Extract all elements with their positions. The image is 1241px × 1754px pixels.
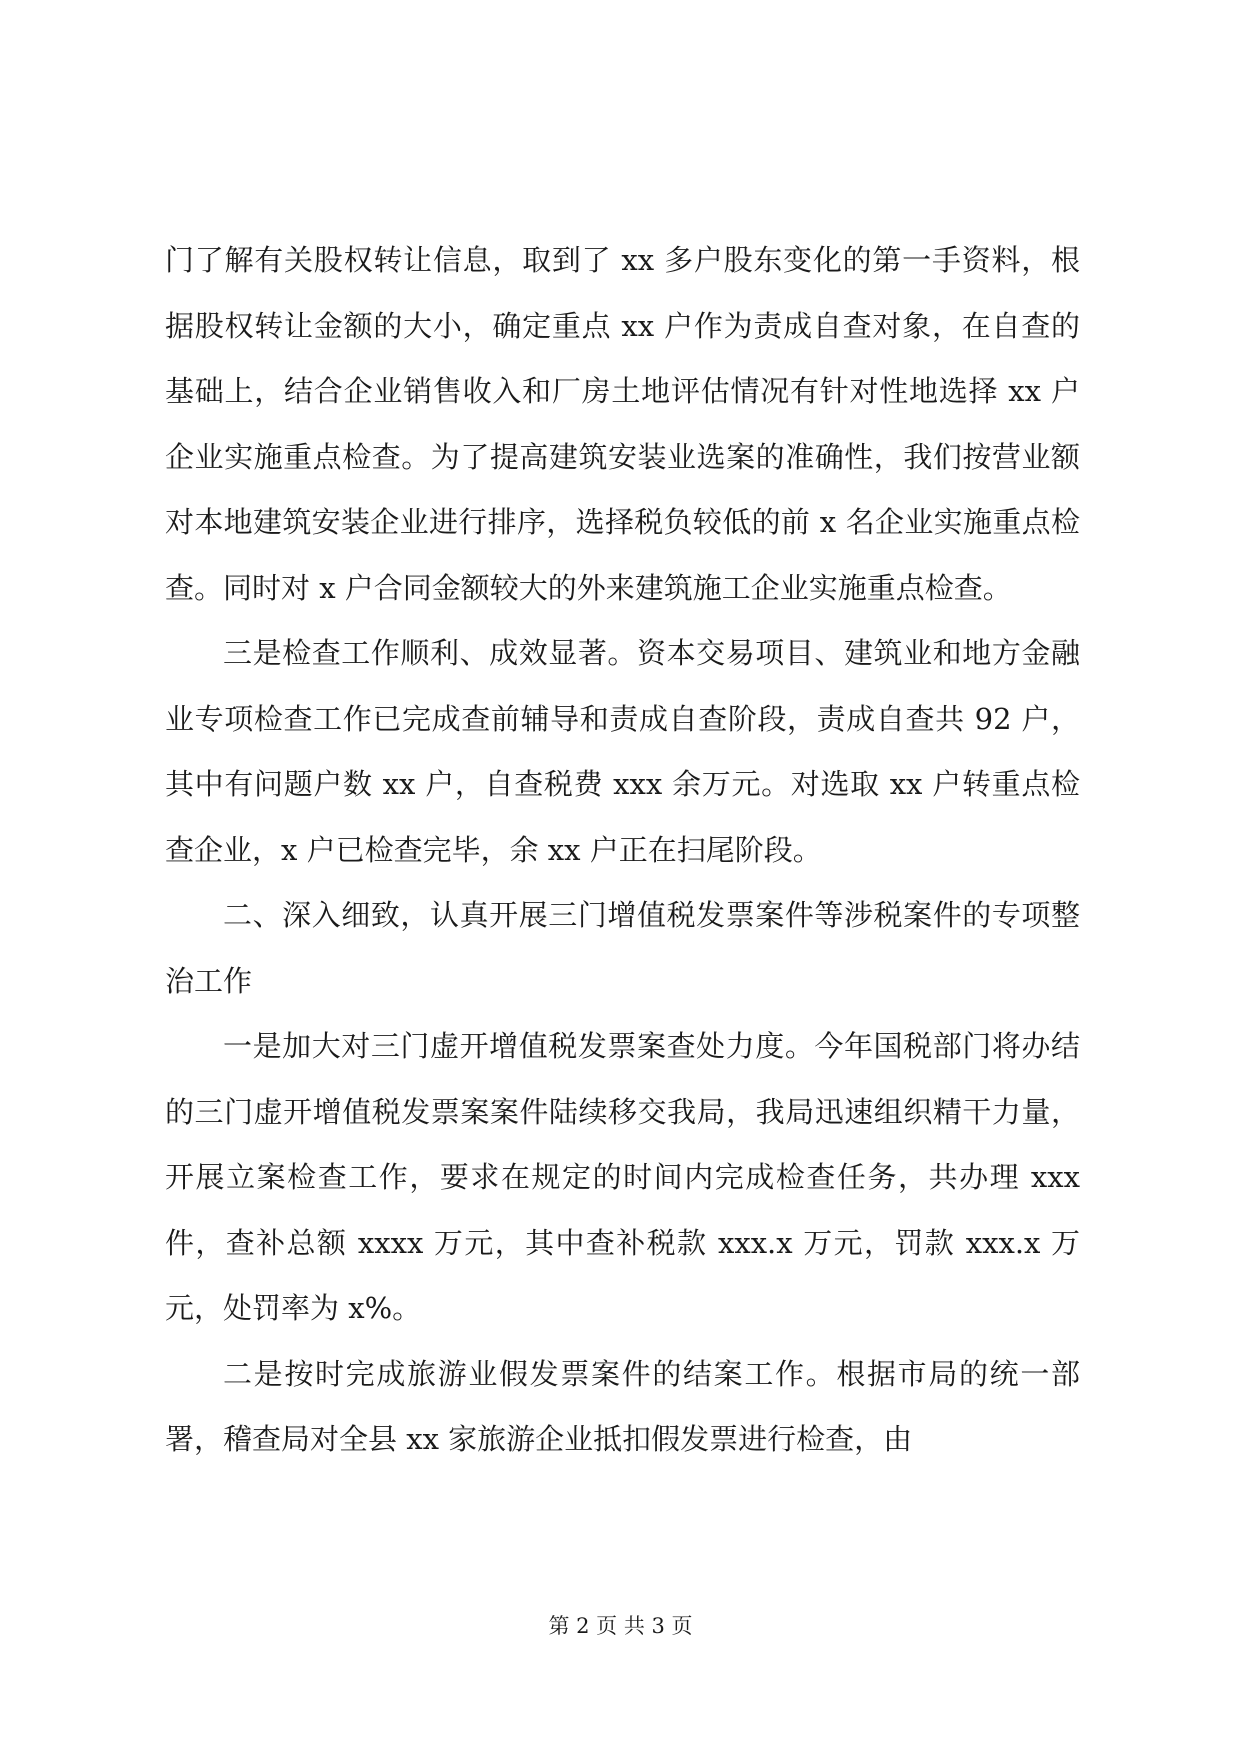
paragraph-continuation: 门了解有关股权转让信息，取到了 xx 多户股东变化的第一手资料，根据股权转让金额的大小，确定重点 xx 户作为责成自查对象，在自查的基础上，结合企业销售收入和厂房土地评估情况有针对性地选择 xx 户企业实施重点检查。为了提高建筑安装业选案的准确性，我们按营业额对本地建筑安装企业进行排序，选择税负较低的前 x 名企业实施重点检查。同时对 x 户合同金额较大的外来建筑施工企业实施重点检查。 bbox=[165, 243, 1080, 605]
paragraph-tourism-cases: 二是按时完成旅游业假发票案件的结案工作。根据市局的统一部署，稽查局对全县 xx 家旅游企业抵扣假发票进行检查，由 bbox=[165, 1356, 1080, 1456]
paragraph-invoice-cases: 一是加大对三门虚开增值税发票案查处力度。今年国税部门将办结的三门虚开增值税发票案案件陆续移交我局，我局迅速组织精干力量，开展立案检查工作，要求在规定的时间内完成检查任务，共办理 xxx 件，查补总额 xxxx 万元，其中查补税款 xxx.x 万元，罚款 xxx.x 万元，处罚率为 x%。 bbox=[165, 1029, 1080, 1325]
page-number-footer: 第 2 页 共 3 页 bbox=[548, 1614, 693, 1638]
section-heading-two: 二、深入细致，认真开展三门增值税发票案件等涉税案件的专项整治工作 bbox=[165, 898, 1080, 998]
document-body bbox=[165, 228, 1080, 1473]
paragraph-inspection-results: 三是检查工作顺利、成效显著。资本交易项目、建筑业和地方金融业专项检查工作已完成查前辅导和责成自查阶段，责成自查共 92 户，其中有问题户数 xx 户，自查税费 xxx 余万元。对选取 xx 户转重点检查企业，x 户已检查完毕，余 xx 户正在扫尾阶段。 bbox=[165, 636, 1080, 867]
